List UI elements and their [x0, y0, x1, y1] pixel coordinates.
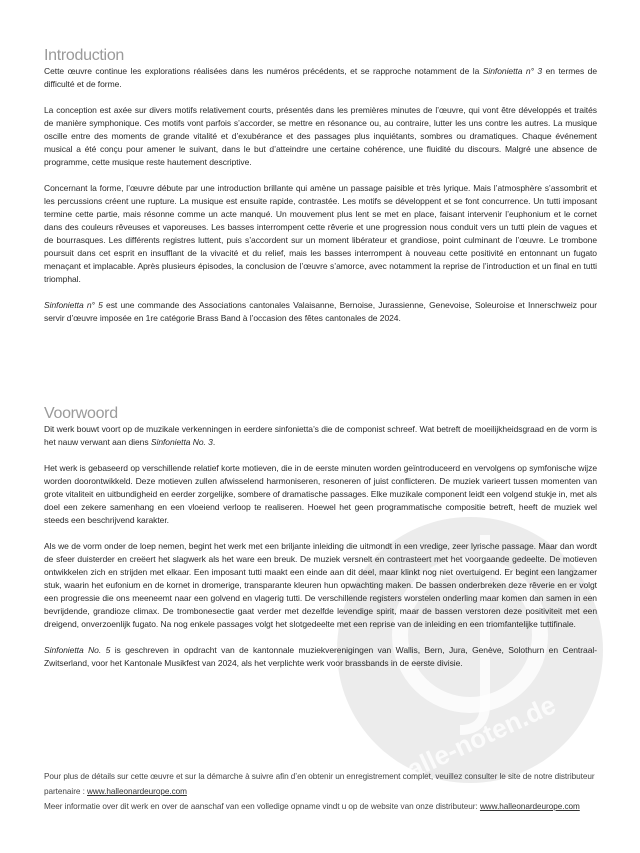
text: . [212, 437, 216, 447]
intro-paragraph-2: La conception est axée sur divers motifs relativement courts, présentés dans les premières minutes de l’œuvre, qui vont être développés et traités de manière symphonique. Ces motifs vont parfois s’accorder, se mettre en résonance ou, au contraire, lutter les uns contre les autres. La musique oscille entre des moments de grande vitalité et d’exubérance et des passages plus inquiétants, sombres ou dramatiques. Chaque événement musical a été conçu pour amener le suivant, dans le but d’atteindre une certaine cohérence, une fluidité du discours. Malgré une absence de programme, cette musique reste hautement descriptive. [44, 105, 597, 167]
footer-dutch [44, 799, 597, 814]
work-title: Sinfonietta n° 5 [44, 300, 103, 310]
text: Meer informatie over dit werk en over de aanschaf van een volledige opname vindt u op de website van onze distributeur: [44, 802, 480, 811]
introduction-section [44, 47, 597, 338]
voorwoord-paragraph-3: Als we de vorm onder de loep nemen, begint het werk met een briljante inleiding die uitmondt in een vredige, zeer lyrische passage. Maar dan wordt de sfeer duisterder en creëert het slagwerk als het ware een breuk. De muziek versnelt en contrasteert met het voorgaande gedeelte. De motieven ontwikkelen zich en strijden met elkaar. Een imposant tutti maakt een einde aan dit deel, maar klinkt nog niet overtuigend. Er begint een langzamer stuk, waarin het eufonium en de kornet in dromerige, transparante kleuren hun opwachting maken. De bassen onderbreken deze rêverie en er volgt een progressie die ons meeneemt naar een golvend en vlagerig tutti. De verschillende registers worstelen onderling maar komen dan samen in een bevrijdende, grandioze climax. De trombonesectie gaat verder met dezelfde levendige spirit, maar de bassen verstoren deze positiviteit met een dreigend, onverzoenlijk fugato. Na nog enkele passages volgt het slotgedeelte met een reprise van de inleiding en een triomfantelijke tuttifinale. [44, 541, 597, 629]
text: en termes de difficulté et de forme. [44, 66, 597, 89]
footer [44, 769, 597, 814]
introduction-heading: Introduction [44, 47, 125, 64]
text: est une commande des Associations cantonales Valaisanne, Bernoise, Jurassienne, Genevoise, Soleuroise et Innerschweiz pour servir d’œuvre imposée en 1re catégorie Brass Band à l’occasion des fêtes cantonales de 2024. [44, 300, 598, 323]
voorwoord-paragraph-4 [44, 644, 597, 670]
work-title: Sinfonietta No. 5 [44, 645, 111, 655]
watermark-text: alle-noten.de [402, 689, 561, 785]
distributor-link[interactable]: www.halleonardeurope.com [479, 802, 580, 811]
voorwoord-paragraph-2: Het werk is gebaseerd op verschillende relatief korte motieven, die in de eerste minuten worden geïntroduceerd en vervolgens op symfonische wijze worden doorontwikkeld. Deze motieven zullen afwisselend harmoniseren, resoneren of juist conflicteren. De muziek varieert tussen momenten van grote vitaliteit en uitbundigheid en eerder zorgelijke, sombere of dramatische passages. Elke muzikale component leidt een volgend stukje in, met als doel een zekere samenhang en een vloeiend verloop te realiseren. Hoewel het geen programmatische compositie betreft, heeft de muziek wel steeds een beschrijvend karakter. [44, 463, 597, 525]
distributor-link[interactable]: www.halleonardeurope.com [87, 787, 187, 796]
intro-paragraph-4 [44, 299, 597, 325]
intro-paragraph-1 [44, 65, 597, 91]
intro-paragraph-3: Concernant la forme, l’œuvre débute par une introduction brillante qui amène un passage paisible et très lyrique. Mais l’atmosphère s’assombrit et les percussions créent une rupture. La musique est ensuite rapide, contrastée. Les motifs se développent et se font concurrence. Un tutti imposant termine cette partie, mais résonne comme un acte manqué. Un mouvement plus lent se met en place, faisant intervenir l’euphonium et le cornet dans des couleurs rêveuses et vaporeuses. Les basses interrompent cette rêverie et une progression nous conduit vers un tutti plein de vagues et de bourrasques. Les différents registres luttent, puis s’accordent sur un moment libérateur et grandiose, point culminant de l’œuvre. Le trombone poursuit dans cet esprit en insufflant de la vivacité et du relief, mais les basses interrompent à nouveau cette positivité en entonnant un fugato menaçant et implacable. Après plusieurs épisodes, la conclusion de l’œuvre s’amorce, avec notamment la reprise de l’introduction et un final en tutti triomphal. [44, 183, 597, 284]
voorwoord-heading: Voorwoord [44, 405, 118, 422]
work-title: Sinfonietta No. 3 [150, 437, 213, 447]
work-title: Sinfonietta n° 3 [482, 66, 543, 76]
voorwoord-paragraph-1 [44, 423, 597, 449]
text: Dit werk bouwt voort op de muzikale verkenningen in eerdere sinfonietta’s die de componist schreef. Wat betreft de moeilijkheidsgraad en de vorm is het nauw verwant aan diens [44, 424, 597, 447]
text: Pour plus de détails sur cette œuvre et sur la démarche à suivre afin d’en obtenir un enregistrement complet, veuillez consulter le site de notre distributeur partenaire : [44, 772, 595, 796]
text: Cette œuvre continue les explorations réalisées dans les numéros précédents, et se rapproche notamment de la [44, 66, 483, 76]
footer-french [44, 769, 597, 799]
text: is geschreven in opdracht van de kantonnale muziekverenigingen van Wallis, Bern, Jura, Genève, Solothurn en Centraal-Zwitserland, voor het Kantonale Musikfest van 2024, als het verplichte werk voor brassbands in de eerste divisie. [44, 645, 597, 668]
voorwoord-section [44, 405, 597, 683]
